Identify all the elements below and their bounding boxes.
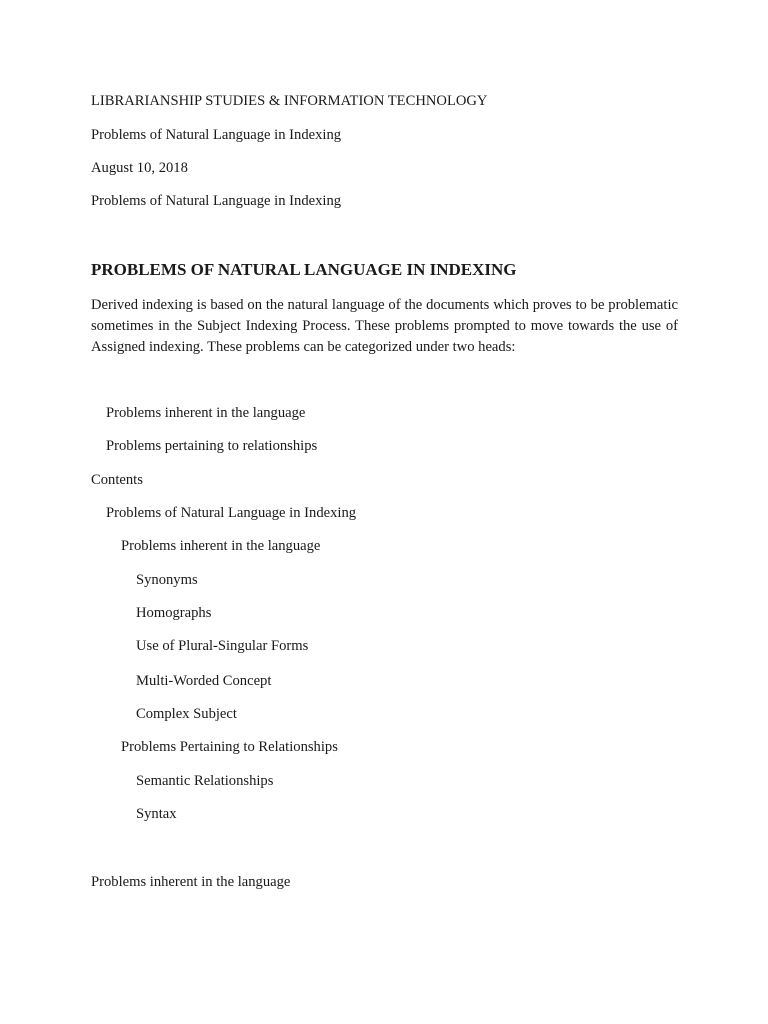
toc-link[interactable]: Syntax: [136, 806, 177, 822]
post-title: Problems of Natural Language in Indexing: [91, 127, 342, 143]
toc-link[interactable]: Synonyms: [136, 572, 198, 588]
toc-link[interactable]: Problems of Natural Language in Indexing: [106, 505, 357, 521]
toc-link[interactable]: Use of Plural-Singular Forms: [136, 638, 309, 654]
toc-link[interactable]: Problems Pertaining to Relationships: [121, 739, 338, 755]
head-item: Problems pertaining to relationships: [106, 438, 318, 454]
article-heading: PROBLEMS OF NATURAL LANGUAGE IN INDEXING: [91, 260, 517, 279]
section-title: Problems inherent in the language: [91, 874, 291, 890]
contents-label: Contents: [91, 472, 143, 488]
toc-link[interactable]: Semantic Relationships: [136, 773, 274, 789]
site-title: LIBRARIANSHIP STUDIES & INFORMATION TECHNOLOGY: [91, 93, 488, 109]
post-subtitle: Problems of Natural Language in Indexing: [91, 193, 342, 209]
post-date: August 10, 2018: [91, 160, 188, 176]
toc-link[interactable]: Problems inherent in the language: [121, 538, 321, 554]
toc-link[interactable]: Complex Subject: [136, 706, 237, 722]
toc-link[interactable]: Homographs: [136, 605, 212, 621]
toc-link[interactable]: Multi-Worded Concept: [136, 673, 272, 689]
intro-paragraph: Derived indexing is based on the natural language of the documents which proves to be problematic sometimes in the Subject Indexing Process. These problems prompted to move towards the use of Assigned indexing. These problems can be categorized under two heads:: [91, 297, 678, 355]
head-item: Problems inherent in the language: [106, 405, 306, 421]
